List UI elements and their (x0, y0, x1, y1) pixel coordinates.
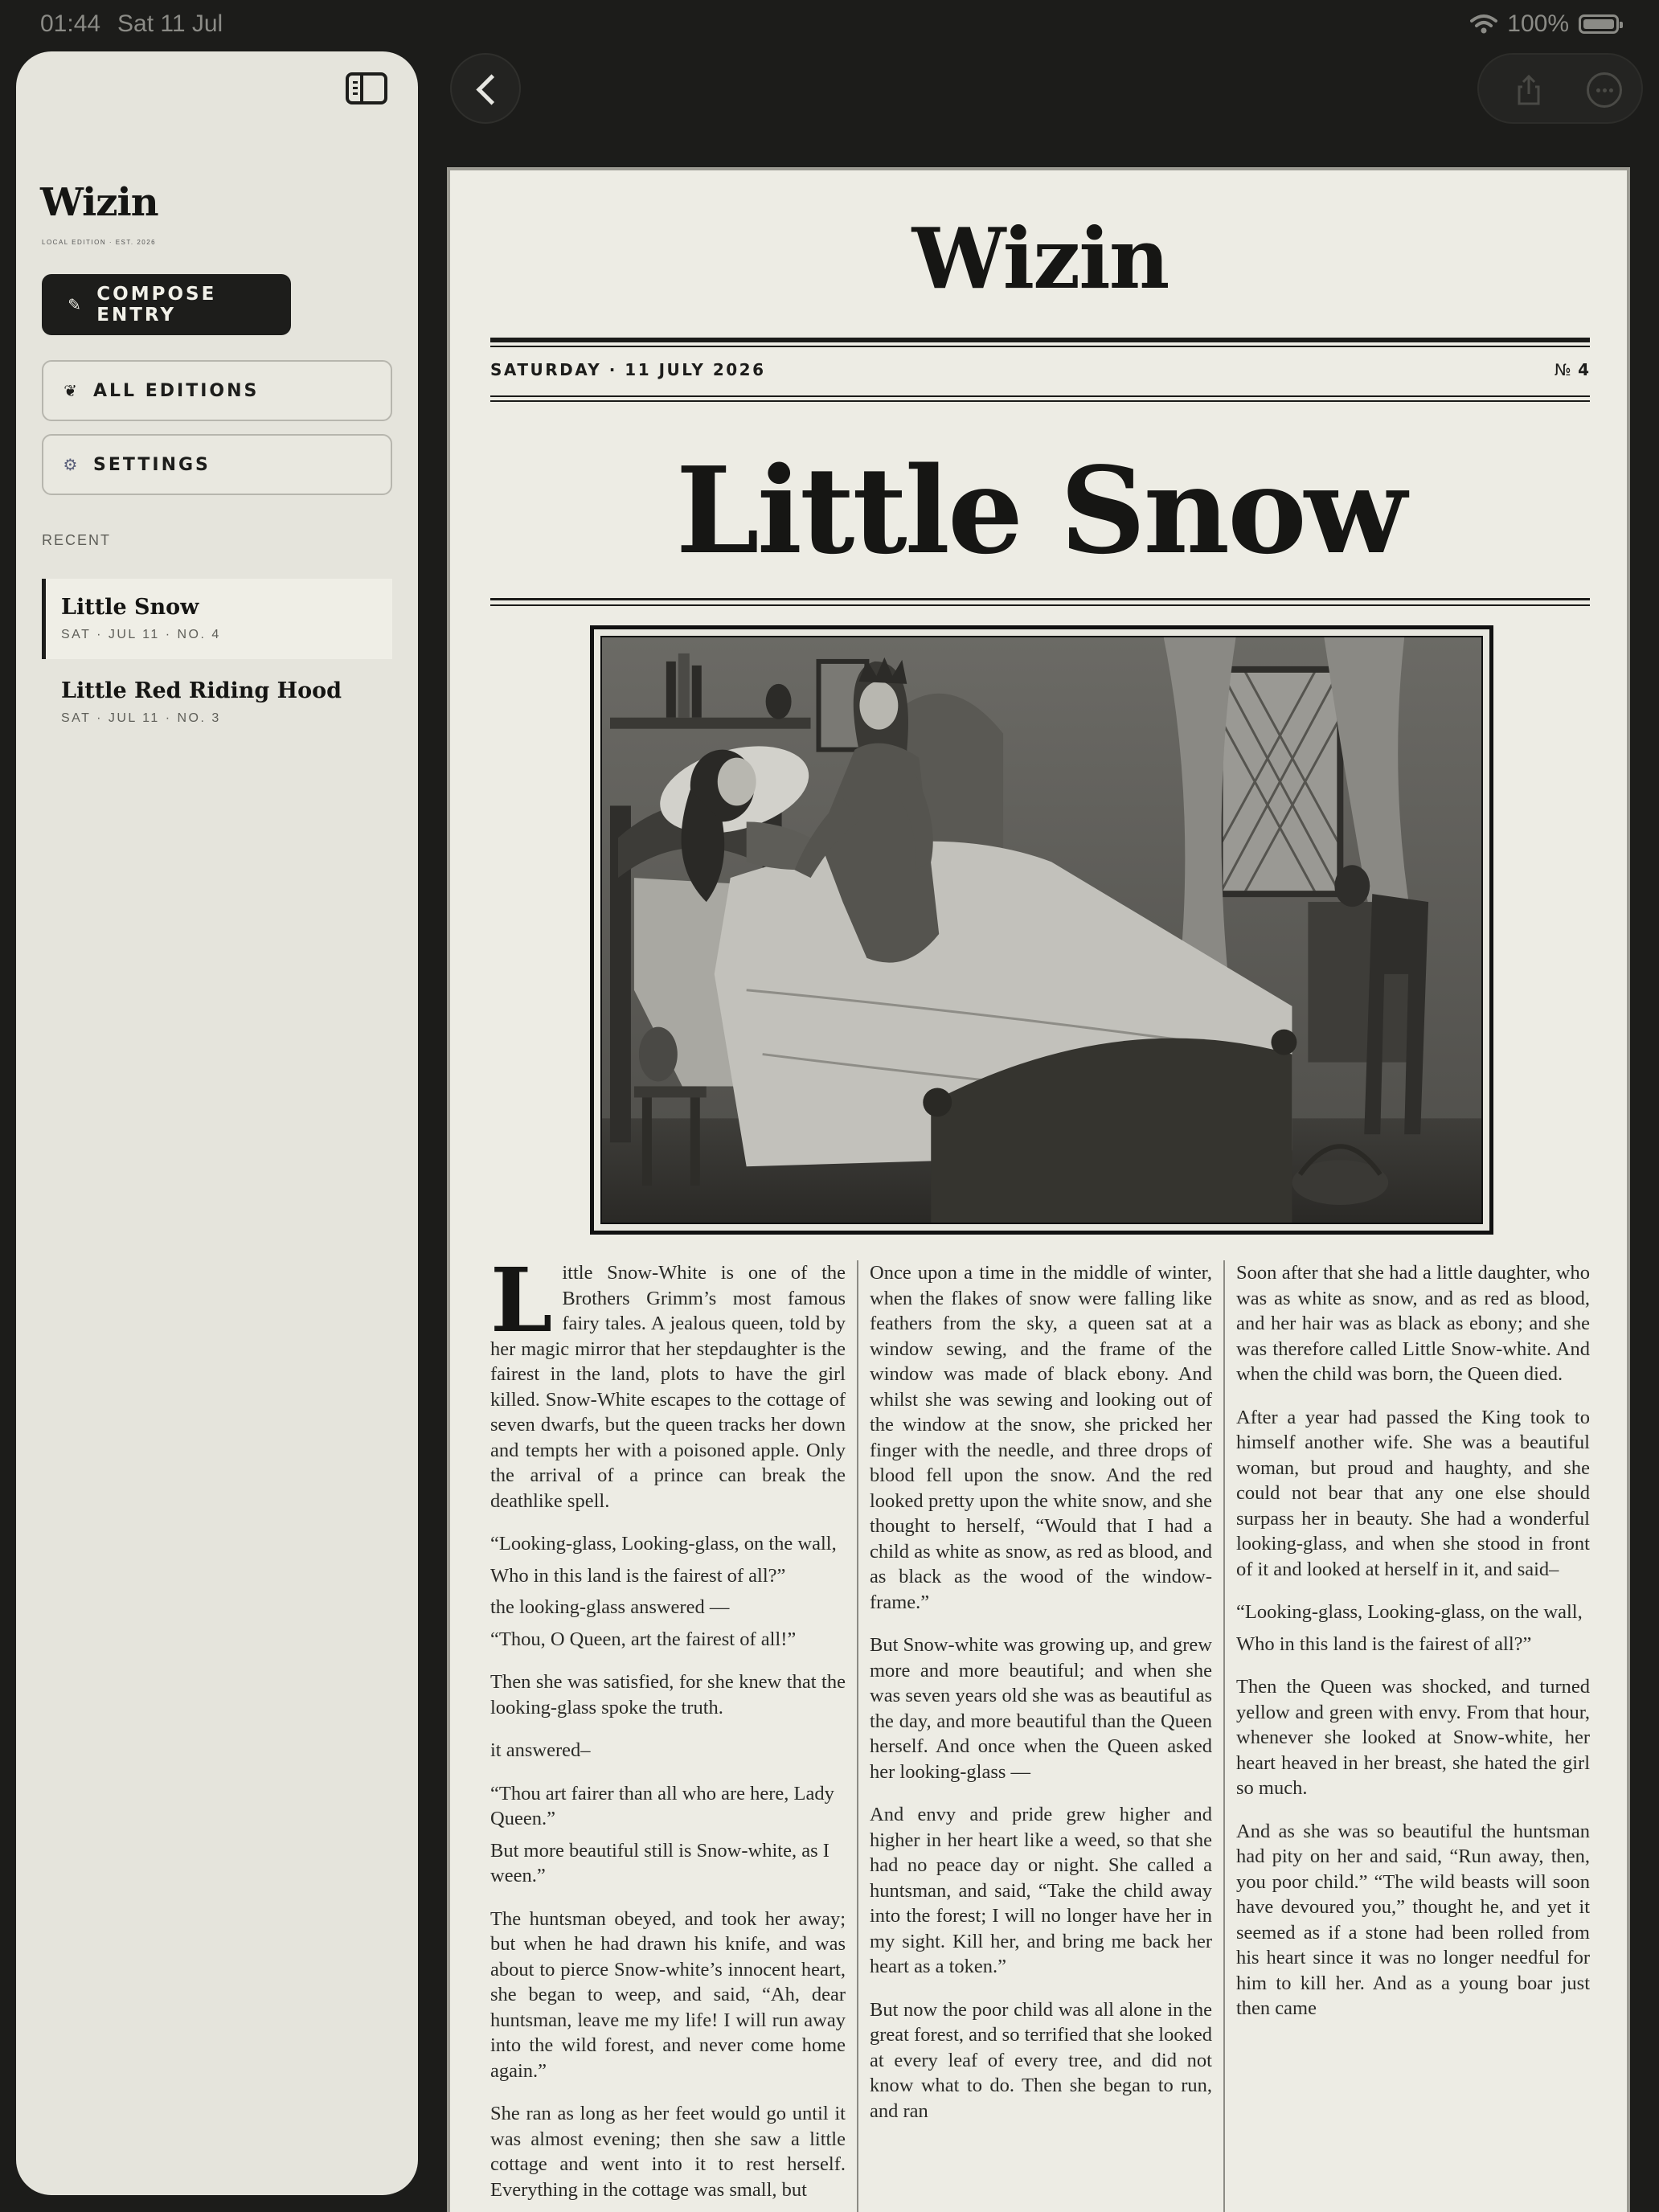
gear-icon: ⚙ (63, 455, 80, 474)
recent-item-little-red-riding-hood[interactable] (42, 662, 392, 743)
paragraph: Then the Queen was shocked, and turned yellow and green with envy. From that hour, whenever she looked at Snow-white, her heart heaved in her breast, she hated the girl so much. (1236, 1676, 1590, 1799)
dateline (490, 360, 1590, 379)
article-illustration (590, 625, 1493, 1235)
sidebar-toggle-icon[interactable] (346, 72, 387, 104)
bedroom-illustration (600, 636, 1483, 1224)
recent-item-title: Little Red Riding Hood (61, 678, 342, 703)
paragraph: But now the poor child was all alone in the great forest, and so terrified that she looked at every leaf of every tree, and did not know what to do. Then she began to run, and ran (870, 1998, 1212, 2122)
recent-item-little-snow[interactable] (42, 579, 392, 659)
newspaper-page (447, 167, 1630, 2212)
paragraph: And as she was so beautiful the huntsman had pity on her and said, “Run away, then, you poor child.” “The wild beasts will soon have devoured you,” thought he, and yet it seemed as if a stone had been rolled from his heart since it was no longer needful for him to kill her. And as a young boar just then came (1236, 1820, 1590, 2019)
article-column-1 (490, 1260, 857, 2212)
verse-line: the looking-glass answered — (490, 1596, 730, 1618)
paragraph: “Thou art fairer than all who are here, Lady Queen.” (490, 1782, 834, 1829)
paragraph: Soon after that she had a little daughter, who was as white as snow, and as red as blood, and her hair was as black as ebony; and she was therefore called Little Snow-white. And when the child was born, the Queen died. (1236, 1262, 1590, 1385)
verse-line: Who in this land is the fairest of all?” (490, 1564, 786, 1587)
battery-icon (1579, 14, 1619, 34)
compose-entry-button[interactable] (42, 274, 291, 335)
headline-rule (490, 598, 1590, 600)
recent-item-title: Little Snow (61, 595, 199, 620)
sidebar-brand: Wizin (40, 180, 158, 225)
article-headline: Little Snow (675, 440, 1405, 580)
issue-number (1555, 360, 1590, 379)
sidebar (16, 51, 418, 2195)
share-icon[interactable] (1513, 74, 1545, 106)
paragraph: But Snow-white was growing up, and grew more and more beautiful; and when she was seven years old she was as beautiful as the day, and more beautiful than the Queen herself. And once when the Queen asked her looking-glass — (870, 1634, 1212, 1783)
paragraph: Once upon a time in the middle of winter, when the flakes of snow were falling like feathers from the sky, a queen sat at a window sewing, and the frame of the window was made of black ebony. And whilst she was sewing and looking out of the window at the snow, she pricked her finger with the needle, and three drops of blood fell upon the snow. And the red looked pretty upon the white snow, and she thought to herself, “Would that I had a child as white as snow, as red as blood, and as black as the wood of the window-frame.” (870, 1262, 1212, 1613)
editions-icon: ❦ (63, 381, 80, 400)
issue-prefix: № (1554, 360, 1572, 379)
ellipsis-icon[interactable] (1587, 72, 1622, 108)
verse-line: “Looking-glass, Looking-glass, on the wall, (1236, 1601, 1583, 1623)
wifi-icon (1470, 14, 1497, 35)
article-column-2 (857, 1260, 1223, 2212)
recent-item-meta: SAT · JUL 11 · NO. 3 (61, 711, 221, 725)
status-time: 01:44 (40, 10, 101, 37)
lead-paragraph: ittle Snow-White is one of the Brothers Grimm’s most famous fairy tales. A jealous queen, told by her magic mirror that her stepdaughter is the fairest in the land, plots to have the girl killed. Snow-White escapes to the cottage of seven dwarfs, but the queen tracks her down and tempts her with a poisoned apple. Only the arrival of a prince can break the deathlike spell. (490, 1262, 846, 1512)
sidebar-brand-sub: LOCAL EDITION · EST. 2026 (42, 239, 157, 246)
verse-line: Who in this land is the fairest of all?” (1236, 1632, 1532, 1655)
status-bar (0, 0, 1659, 51)
paragraph: And envy and pride grew higher and higher in her heart like a weed, so that she had no peace day or night. She called a huntsman, and said, “Take the child away into the forest; I will no longer have her in my sight. Kill her, and bring me back her heart as a token.” (870, 1804, 1212, 1977)
all-editions-label: ALL EDITIONS (93, 380, 260, 401)
paragraph: it answered– (490, 1739, 591, 1761)
all-editions-button[interactable] (42, 360, 392, 421)
paragraph: But more beautiful still is Snow-white, as I ween.” (490, 1839, 830, 1886)
compose-entry-label: COMPOSE ENTRY (96, 284, 217, 326)
status-date: Sat 11 Jul (117, 10, 223, 37)
recent-item-meta: SAT · JUL 11 · NO. 4 (61, 628, 221, 641)
settings-button[interactable] (42, 434, 392, 495)
masthead: Wizin (911, 209, 1169, 308)
settings-label: SETTINGS (93, 454, 211, 475)
toolbar-actions (1477, 53, 1643, 124)
back-button[interactable] (450, 53, 521, 124)
pencil-icon: ✎ (68, 295, 84, 314)
paragraph: After a year had passed the King took to himself another wife. She was a beautiful woman, but proud and haughty, and she could not bear that any one else should surpass her in beauty. She had a wonderful looking-glass, and when she stood in front of it and looked at herself in it, and said– (1236, 1406, 1590, 1580)
issue-value: 4 (1578, 360, 1590, 379)
recent-heading: RECENT (42, 532, 112, 548)
edition-date: SATURDAY · 11 JULY 2026 (490, 360, 766, 379)
dateline-rule-thin (490, 400, 1590, 402)
paragraph: She ran as long as her feet would go until it was almost evening; then she saw a little cottage and went into it to rest herself. Everything in the cottage was small, but (490, 2103, 846, 2201)
paragraph: Then she was satisfied, for she knew that the looking-glass spoke the truth. (490, 1671, 846, 1718)
masthead-rule-thin (490, 346, 1590, 347)
drop-cap: L (490, 1260, 553, 1352)
battery-percent: 100% (1507, 10, 1569, 37)
dateline-rule (490, 395, 1590, 397)
paragraph: The huntsman obeyed, and took her away; but when he had drawn his knife, and was about to pierce Snow-white’s innocent heart, she began to weep, and said, “Ah, dear huntsman, leave me my life! I will run away into the wild forest, and never come home again.” (490, 1907, 846, 2082)
article-body (490, 1260, 1590, 2212)
article-column-3 (1223, 1260, 1590, 2212)
headline-rule-thin (490, 604, 1590, 606)
verse-line: “Thou, O Queen, art the fairest of all!” (490, 1628, 797, 1650)
verse-line: “Looking-glass, Looking-glass, on the wall, (490, 1533, 837, 1555)
masthead-rule (490, 338, 1590, 342)
